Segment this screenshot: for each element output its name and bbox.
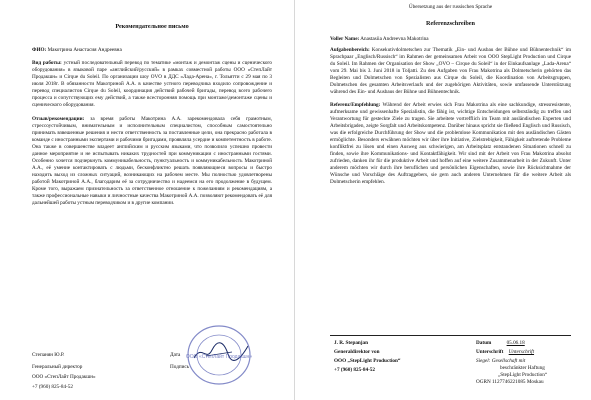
signer-name-de: J. R. Stepanjan xyxy=(334,340,369,346)
company-stamp-icon xyxy=(186,324,252,386)
fio-label: ФИО: xyxy=(32,47,47,53)
work-type-label: Вид работы: xyxy=(32,60,62,66)
russian-signature-block xyxy=(32,352,96,391)
work-type-paragraph xyxy=(32,60,272,109)
signer-name: Степанян Ю.Р. xyxy=(32,352,65,358)
signature-label: Подпись xyxy=(170,364,190,370)
signer-phone: +7 (960) 825-84-52 xyxy=(32,384,73,390)
signer-role: Генеральный директор xyxy=(32,364,83,370)
seal-line-3: „StepLight Production“ xyxy=(498,372,548,378)
seal-description xyxy=(476,358,547,386)
stamp-text: ООО «СтепЛайт Продакшн» xyxy=(186,354,252,360)
work-type-text: устный последовательный перевод по тематике «монтаж и демонтаж сцены и сценического оборудования» в языковой паре «английский/русский» в рамках совместной работы ООО «СтепЛайт Продакшн» и Cirque du Soleil. По организации шоу OVO в ДДС «Лада-Арена», г. Тольятти с 29 мая по 3 июля 2018г. В обязанности Макотриной А.А. в качестве устного переводчика входило сопровождение и перевод специалистов Cirque du Soleil, координация действий рабочей бригады, перевод всего рабочего процесса и сопутствующих ему действий, а также всесторонняя помощь при монтаже/демонтаже сцены и сценического оборудования. xyxy=(32,60,273,108)
fio-value: Макотрина Анастасия Андреевна xyxy=(47,47,122,53)
date-field xyxy=(170,352,180,359)
task-text: Konsekutivdolmetschen zur Thematik „Ein- und Ausbau der Bühne und Bühnentechnik“ im Sprachpaar „Englisch/Russisch“ im Rahmen der gemeinsamen Arbeit von OOO StepLight Production und Cirque du Soleil. Im Rahmen der Organisation der Show „OVO – Cirque du Soleil“ in der Einkaufsanlage „Lada-Arena“ vom 29. Mai bis 3. Juni 2018 in Toljatti. Zu den Aufgaben von Frau Makotrina als Dolmetscherin gehörten das Begleiten und Dolmetschen von Spezialisten aus Cirque du Soleil, die Koordination von Arbeitsgruppen, Dolmetschen des gesamten Arbeitsverlaufs und der zugehörigen Aktivitäten, sowie umfassende Unterstützung während des Ein- und Ausbaus der Bühne und Bühnentechnik. xyxy=(330,47,572,95)
date-label-de: Datum xyxy=(476,340,492,346)
task-label: Aufgabenbereich: xyxy=(330,47,370,53)
seal-line-4: OGRN 1127746221085 Moskau xyxy=(476,379,544,385)
date-value-de: 05.06.18 xyxy=(506,340,525,346)
seal-line-1: Siegel: Gesellschaft mit xyxy=(476,358,526,364)
signature-field-de xyxy=(476,349,534,356)
signer-phone-de: +7 (960) 825-84-52 xyxy=(334,367,375,373)
reference-paragraph xyxy=(330,102,571,186)
name-row xyxy=(330,36,571,43)
review-label: Отзыв/рекомендации: xyxy=(32,116,85,122)
date-label: Дата xyxy=(170,352,181,358)
reference-label: Referenz/Empfehlung: xyxy=(330,102,381,108)
name-label: Voller Name: xyxy=(330,36,360,42)
fio-row xyxy=(32,47,272,54)
translation-note: Übersetzung aus der russischen Sprache xyxy=(408,4,493,10)
signature-label-de: Unterschrift xyxy=(476,349,504,355)
signer-company: ООО «СтепЛайт Продакшн» xyxy=(32,374,96,380)
date-field-de xyxy=(476,340,525,347)
review-paragraph xyxy=(32,116,272,207)
letter-title: Рекомендательное письмо xyxy=(115,23,189,30)
task-paragraph xyxy=(330,47,571,96)
seal-line-2: beschränkter Haftung xyxy=(500,365,545,371)
reference-text: Während der Arbeit erwies sich Frau Makotrina als eine sachkundige, stressresistente, aufmerksame und gewissenhafte Spezialistin, die fähig ist, wichtige Entscheidungen selbstständig zu treffen und Verantwortung für gesteckte Ziele zu tragen. Sie arbeitete vortrefflich im Team mit ausländischen Experten und Arbeitsbrigaden, zeigte Sorgfalt und Arbeitskompetenz. Darüber hinaus spricht sie fließend Englisch und Russisch, was die erfolgreiche Durchführung der Show und die problemlose Kommunikation mit den ausländischen Gästen ermöglichte. Besonders erwähnen möchten wir über ihre Initiative, Zielstrebigkeit, Fähigkeit auftretende Probleme konfliktfrei zu lösen und einen Ausweg aus schwierigen, am Arbeitsplatz entstandenen Situationen schnell zu finden, sowie ihre Kommunikations- und Kontaktfähigkeit. Wir sind mit der Arbeit von Frau Makotrina absolut zufrieden, danken ihr für die produktive Arbeit und hoffen auf eine weitere Zusammenarbeit in der Zukunft. Unter anderem möchten wir durch ihre beruflichen und persönlichen Eigenschaften, sowie ihre Rücksichtnahme der Wünsche und Vorschläge des Auftraggebers, sie gern auch anderen Unternehmen für die weitere Arbeit als Dolmetscherin empfehlen. xyxy=(330,102,571,185)
signature-value-de: Unterschrift xyxy=(508,349,535,355)
divider-line xyxy=(330,335,571,336)
review-text: за время работы Макотрина А.А. зарекомендовала себя грамотным, стрессоустойчивым, внимательным и исполнительным специалистом, способным самостоятельно принимать взвешенные решения и нести ответственность за поставленные цели, она прекрасно работала в команде с иностранными экспертами и рабочими бригадами, проявляла усердие и компетентность в работе. Она также в совершенстве владеет английским и русским языками, что позволило успешно провести данное мероприятие и не испытывать никаких трудностей при коммуникации с иностранными гостями. Особенно хочется подчеркнуть коммуникабельность, пунктуальность и коммуникабельность Макотриной А.А., её умение контактировать с людьми, бесконфликтно решать появляющиеся вопросы и быстро находить выход из сложных ситуаций, возникающих на рабочем месте. Мы полностью удовлетворены работой Макотриной А.А., благодарим её за сотрудничество и надеемся на его продолжение в будущем. Кроме того, выражаем признательность за ответственное отношение к пожеланиям и рекомендациям, а также профессиональные навыки и личностные качества Макотриной А.А. позволяют рекомендовать её для дальнейшей работы устным переводчиком и в другие компании. xyxy=(32,116,273,206)
letter-title-de: Referenzschreiben xyxy=(426,20,475,27)
name-value: Anastasiia Andreevna Makotrina xyxy=(360,36,429,42)
german-signature-block xyxy=(334,340,401,374)
signer-role-de: Generaldirektor von xyxy=(334,349,380,355)
signer-company-de: OOO „StepLight Production“ xyxy=(334,358,401,364)
